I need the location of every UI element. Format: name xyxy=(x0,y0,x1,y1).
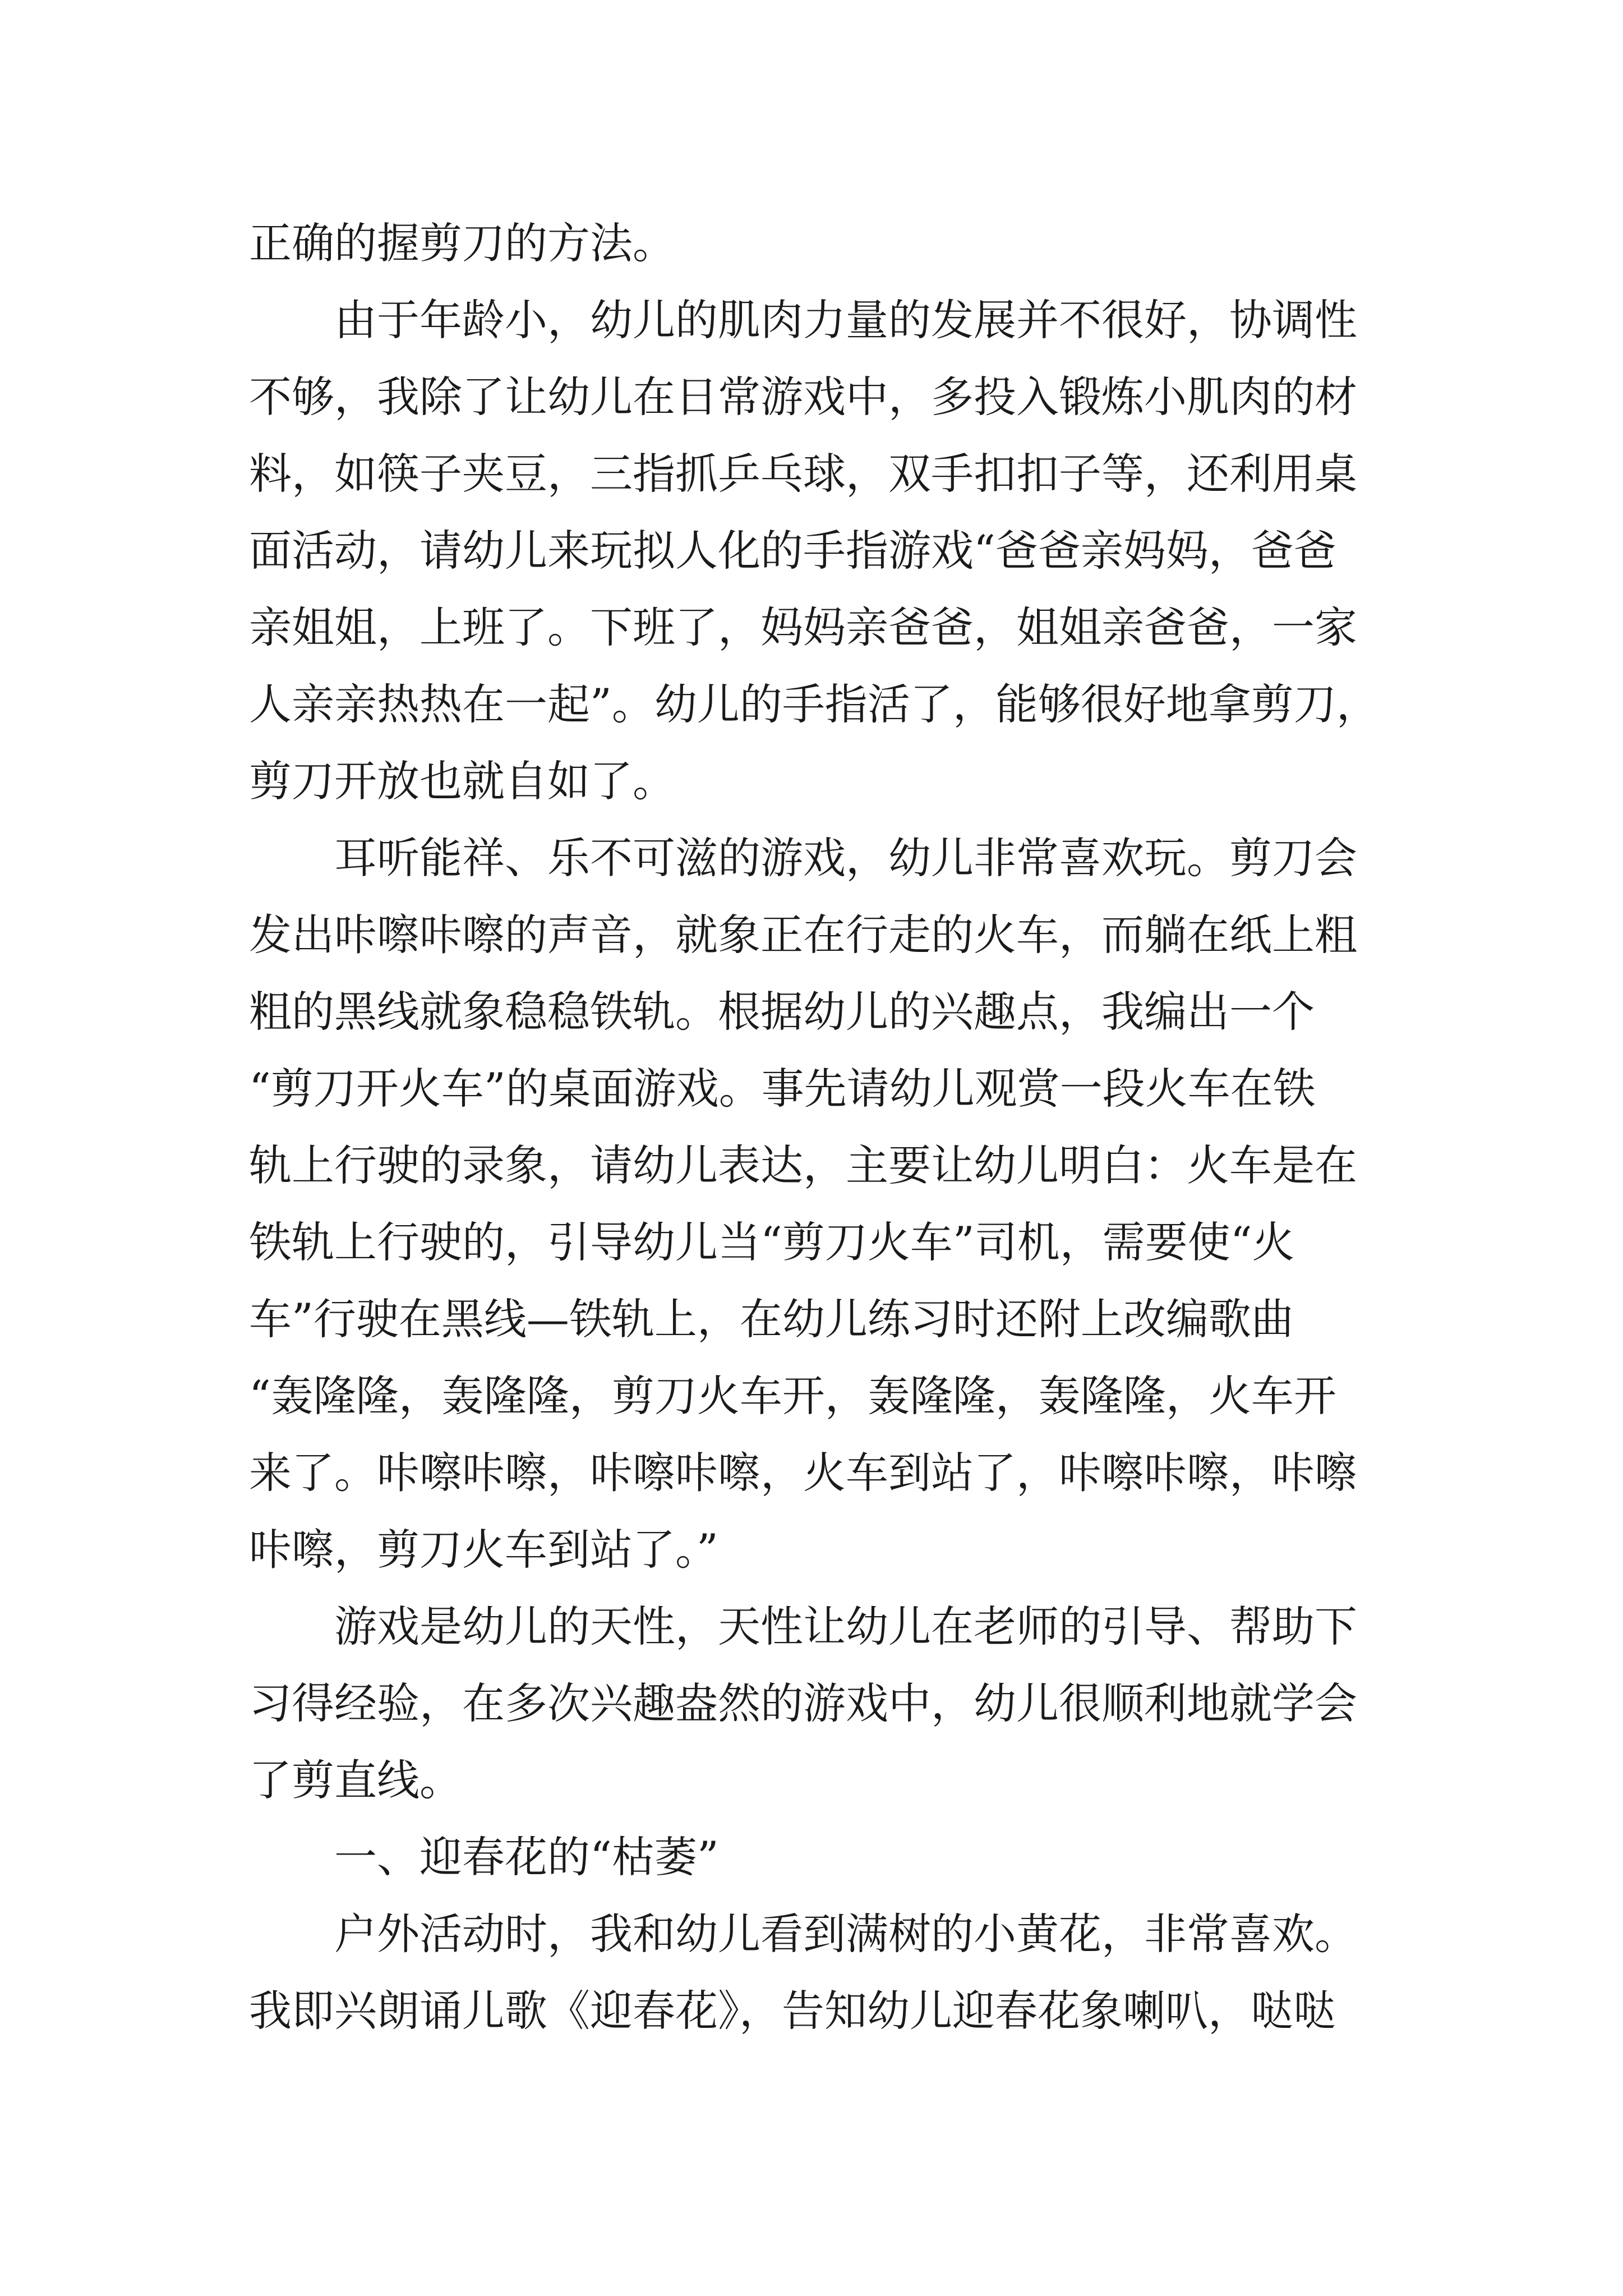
text-line: 面活动，请幼儿来玩拟人化的手指游戏“爸爸亲妈妈，爸爸 xyxy=(249,526,1336,576)
text-line: 游戏是幼儿的天性，天性让幼儿在老师的引导、帮助下 xyxy=(334,1602,1357,1651)
paragraph xyxy=(249,1588,1379,1819)
text-line: “剪刀开火车”的桌面游戏。事先请幼儿观赏一段火车在铁 xyxy=(249,1064,1316,1114)
text-line: 习得经验，在多次兴趣盎然的游戏中，幼儿很顺利地就学会 xyxy=(249,1678,1357,1728)
text-line: 剪刀开放也就自如了。 xyxy=(249,756,675,806)
text-line: 发出咔嚓咔嚓的声音，就象正在行走的火车，而躺在纸上粗 xyxy=(249,910,1357,960)
text-line: 粗的黑线就象稳稳铁轨。根据幼儿的兴趣点，我编出一个 xyxy=(249,987,1315,1037)
paragraph xyxy=(249,820,1379,1588)
text-line: 不够，我除了让幼儿在日常游戏中，多投入锻炼小肌肉的材 xyxy=(249,372,1357,422)
text-line: 了剪直线。 xyxy=(249,1755,462,1805)
text-line: 亲姐姐，上班了。下班了，妈妈亲爸爸，姐姐亲爸爸，一家 xyxy=(249,602,1357,652)
text-line: 咔嚓，剪刀火车到站了。” xyxy=(249,1525,718,1575)
text-line: 由于年龄小，幼儿的肌肉力量的发展并不很好，协调性 xyxy=(334,295,1357,345)
text-line: 人亲亲热热在一起”。幼儿的手指活了，能够很好地拿剪刀， xyxy=(249,679,1379,729)
text-line: 来了。咔嚓咔嚓，咔嚓咔嚓，火车到站了，咔嚓咔嚓，咔嚓 xyxy=(249,1448,1357,1498)
text-line: 轨上行驶的录象，请幼儿表达，主要让幼儿明白：火车是在 xyxy=(249,1140,1357,1190)
text-line: 料，如筷子夹豆，三指抓乒乓球，双手扣扣子等，还利用桌 xyxy=(249,449,1357,499)
text-line: 我即兴朗诵儿歌《迎春花》，告知幼儿迎春花象喇叭，哒哒 xyxy=(249,1986,1336,2036)
paragraph xyxy=(249,1895,1379,2049)
text-line: 户外活动时，我和幼儿看到满树的小黄花，非常喜欢。 xyxy=(334,1909,1357,1959)
paragraph xyxy=(249,282,1379,820)
text-line: 铁轨上行驶的，引导幼儿当“剪刀火车”司机，需要使“火 xyxy=(249,1217,1295,1267)
paragraph xyxy=(249,205,1379,282)
text-line: 正确的握剪刀的方法。 xyxy=(249,218,675,268)
text-line: 耳听能祥、乐不可滋的游戏，幼儿非常喜欢玩。剪刀会 xyxy=(334,833,1357,883)
body-text xyxy=(249,205,1379,2049)
text-line: 车”行驶在黑线—铁轨上，在幼儿练习时还附上改编歌曲 xyxy=(249,1294,1294,1344)
heading-text: 一、迎春花的“枯萎” xyxy=(334,1832,719,1882)
section-heading xyxy=(249,1819,1379,1895)
text-line: “轰隆隆，轰隆隆，剪刀火车开，轰隆隆，轰隆隆，火车开 xyxy=(249,1371,1336,1421)
